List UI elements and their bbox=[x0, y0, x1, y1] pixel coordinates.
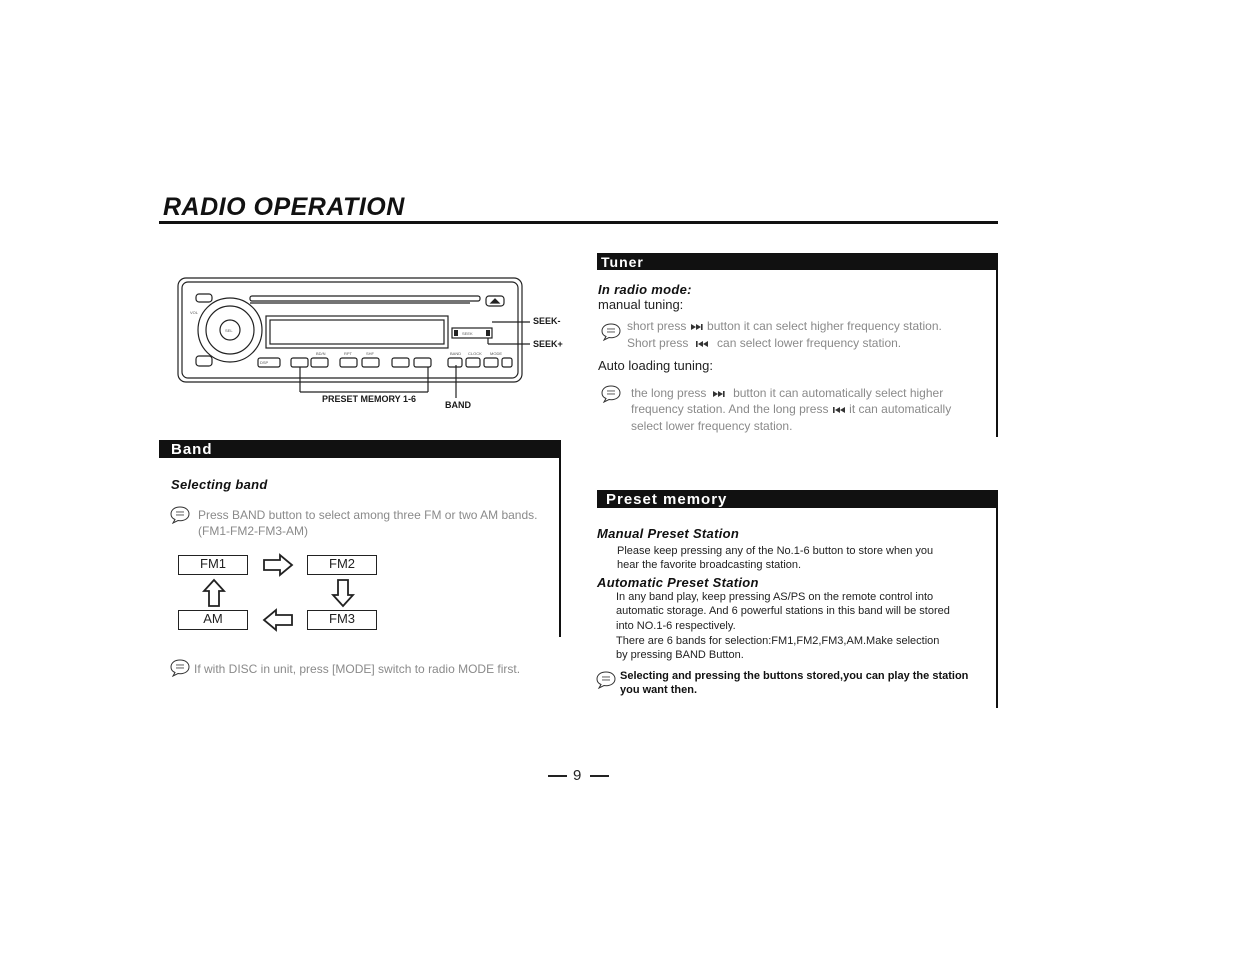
band-subheading: Selecting band bbox=[171, 477, 268, 492]
band-heading: Band bbox=[171, 441, 213, 458]
svg-text:SEL: SEL bbox=[225, 328, 233, 333]
manual-l1-b: button it can select higher frequency station. bbox=[707, 319, 942, 333]
title-rule bbox=[159, 221, 998, 224]
svg-text:VOL: VOL bbox=[190, 310, 199, 315]
note-icon bbox=[170, 659, 190, 677]
tuner-subheading: In radio mode: bbox=[598, 282, 692, 297]
preset-section-border bbox=[996, 490, 998, 708]
preset-note-line2: you want then. bbox=[620, 684, 697, 696]
preset-heading-bar bbox=[597, 490, 998, 508]
prev-track-icon bbox=[695, 340, 711, 348]
page-number-dash-right bbox=[590, 775, 609, 777]
arrow-up-icon bbox=[202, 578, 226, 608]
auto-tuning-line1 bbox=[631, 385, 943, 402]
am-box: AM bbox=[178, 610, 248, 630]
auto-preset-line2: automatic storage. And 6 powerful stations in this band will be stored bbox=[616, 605, 950, 617]
svg-text:MODE: MODE bbox=[490, 351, 502, 356]
manual-tuning-line2 bbox=[627, 335, 901, 352]
auto-l1-b: button it can automatically select higher bbox=[733, 386, 944, 400]
auto-l2-a: frequency station. And the long press bbox=[631, 402, 829, 416]
auto-tuning-line2 bbox=[631, 401, 951, 418]
prev-track-icon bbox=[832, 406, 846, 414]
arrow-left-icon bbox=[262, 608, 294, 632]
arrow-down-icon bbox=[331, 578, 355, 608]
svg-text:RPT: RPT bbox=[344, 351, 352, 356]
manual-l1-a: short press bbox=[627, 319, 687, 333]
note-icon bbox=[596, 671, 616, 689]
auto-l1-a: the long press bbox=[631, 386, 707, 400]
preset-memory-label: PRESET MEMORY 1-6 bbox=[322, 394, 417, 404]
next-track-icon bbox=[690, 323, 704, 331]
svg-text:BD/N: BD/N bbox=[316, 351, 326, 356]
tuner-heading: Tuner bbox=[601, 254, 644, 270]
preset-note-line1: Selecting and pressing the buttons stored,you can play the station bbox=[620, 670, 969, 682]
svg-text:SHF: SHF bbox=[366, 351, 374, 356]
auto-preset-line3: into NO.1-6 respectively. bbox=[616, 620, 736, 632]
arrow-right-icon bbox=[262, 553, 294, 577]
tuner-section-border bbox=[996, 253, 998, 437]
page-number: 9 bbox=[573, 767, 582, 784]
note-icon bbox=[601, 385, 621, 403]
manual-l2-a: Short press bbox=[627, 336, 689, 350]
fm2-box: FM2 bbox=[307, 555, 377, 575]
page-number-dash-left bbox=[548, 775, 567, 777]
svg-text:DSP: DSP bbox=[260, 360, 269, 365]
note-icon bbox=[170, 506, 190, 524]
fm3-box: FM3 bbox=[307, 610, 377, 630]
manual-preset-line2: hear the favorite broadcasting station. bbox=[617, 559, 802, 571]
band-section-border bbox=[559, 440, 561, 637]
svg-text:CLOCK: CLOCK bbox=[468, 351, 482, 356]
page-title: RADIO OPERATION bbox=[163, 193, 405, 221]
auto-tuning-line3: select lower frequency station. bbox=[631, 419, 793, 433]
manual-tuning-label: manual tuning: bbox=[598, 297, 684, 312]
seek-plus-label: SEEK+ bbox=[533, 339, 563, 349]
manual-l2-b: can select lower frequency station. bbox=[717, 336, 902, 350]
tuner-heading-bar bbox=[597, 253, 998, 270]
manual-preset-heading: Manual Preset Station bbox=[597, 526, 740, 541]
band-note-line1: Press BAND button to select among three FM or two AM bands. bbox=[198, 508, 538, 522]
auto-preset-line5: by pressing BAND Button. bbox=[616, 649, 744, 661]
manual-tuning-line1 bbox=[627, 318, 942, 335]
fm1-box: FM1 bbox=[178, 555, 248, 575]
svg-text:SEEK: SEEK bbox=[462, 331, 473, 336]
auto-preset-line1: In any band play, keep pressing AS/PS on the remote control into bbox=[616, 591, 934, 603]
auto-l2-b: it can automatically bbox=[849, 402, 952, 416]
preset-heading: Preset memory bbox=[606, 491, 728, 508]
next-track-icon bbox=[712, 390, 728, 398]
band-note2: If with DISC in unit, press [MODE] switch to radio MODE first. bbox=[194, 662, 521, 676]
band-heading-bar bbox=[159, 440, 561, 458]
band-label: BAND bbox=[445, 400, 471, 410]
svg-text:BAND: BAND bbox=[450, 351, 462, 356]
auto-preset-heading: Automatic Preset Station bbox=[597, 575, 759, 590]
band-note-line2: (FM1-FM2-FM3-AM) bbox=[198, 524, 308, 538]
auto-preset-line4: There are 6 bands for selection:FM1,FM2,FM3,AM.Make selection bbox=[616, 635, 940, 647]
manual-preset-line1: Please keep pressing any of the No.1-6 button to store when you bbox=[617, 545, 934, 557]
auto-tuning-label: Auto loading tuning: bbox=[598, 358, 713, 373]
note-icon bbox=[601, 323, 621, 341]
seek-minus-label: SEEK- bbox=[533, 316, 561, 326]
